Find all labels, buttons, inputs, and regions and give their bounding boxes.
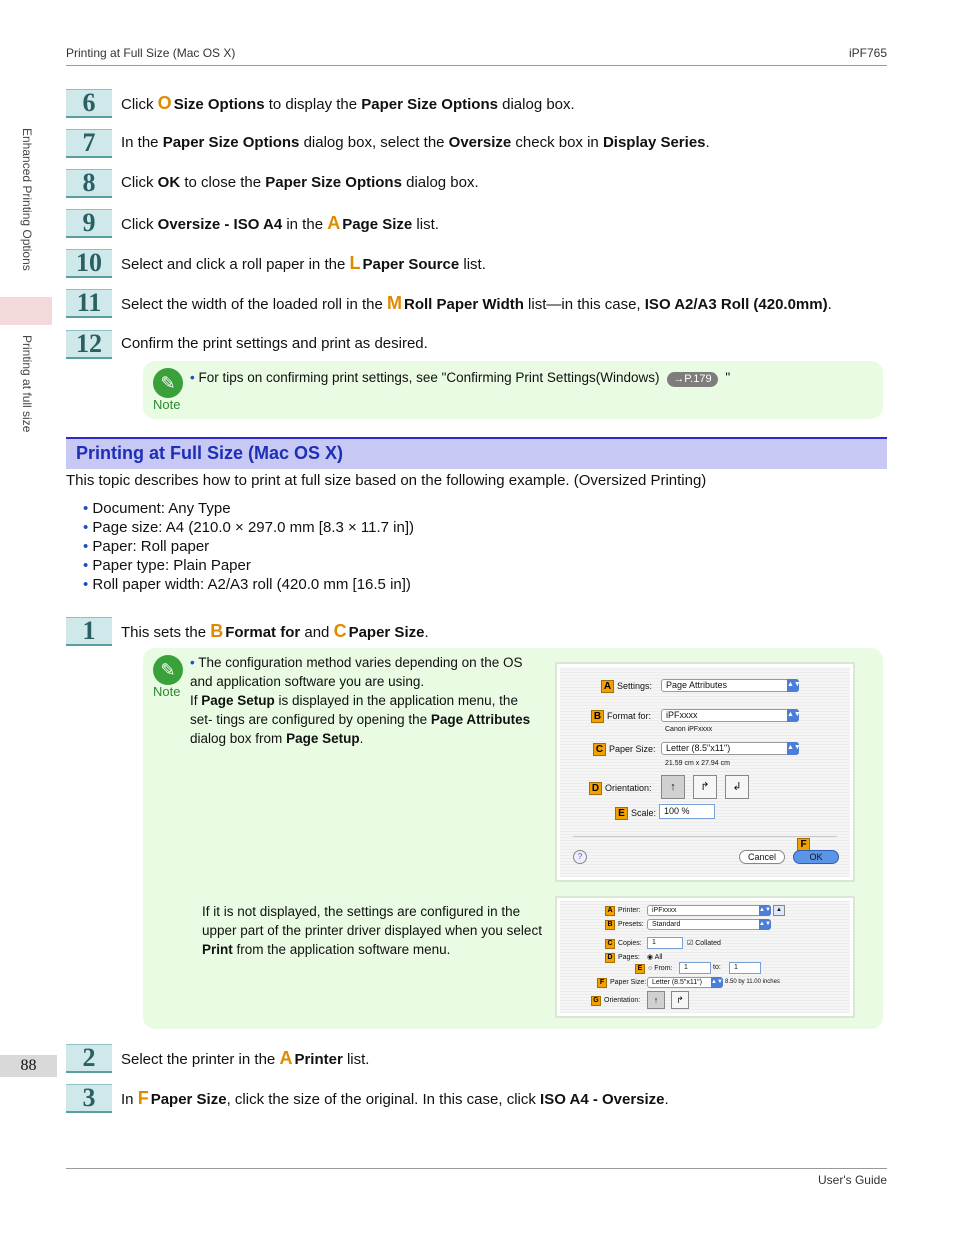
text-run: dialog box from [190,731,287,746]
collated-checkbox[interactable]: ☑ Collated [687,940,721,947]
example-list-item [83,556,251,575]
list-item-text: Page size: A4 (210.0 × 297.0 mm [8.3 × 11.7 in]) [92,519,415,536]
text-run: dialog box. [401,174,479,191]
portrait-orientation-icon[interactable]: ↑ [661,775,685,799]
bold-term: OK [157,174,181,191]
callout-letter: A [279,1048,293,1068]
note-pencil-icon: ✎ [153,655,183,685]
text-run: dialog box. [497,96,575,113]
presets-label: B Presets: [605,920,644,930]
text-run: , click the size of the original. In this case, click [226,1091,541,1108]
text-run: list—in this case, [523,296,645,313]
step-number: 1 [66,617,112,646]
bold-term: Page Setup [286,731,360,746]
text-run: to display the [264,96,362,113]
bold-term: Display Series [602,134,706,151]
list-bullet: • [83,519,93,536]
callout-letter: L [349,253,361,273]
running-header-model: iPF765 [848,46,887,60]
list-item-text: Document: Any Type [92,500,231,517]
text-run: Select the width of the loaded roll in the [121,296,388,313]
paper-size-subtext: 21.59 cm x 27.94 cm [665,760,730,767]
list-item-text: Roll paper width: A2/A3 roll (420.0 mm [16.5 in]) [92,576,411,593]
note-config-text: The configuration method varies depending on the OS and application software you are using. [190,655,523,689]
text-run: In [121,1091,138,1108]
step-instruction [121,93,575,115]
bold-term: Paper Source [362,256,460,273]
text-run: . [827,296,832,313]
step-number: 9 [66,209,112,238]
landscape-right-orientation-icon[interactable]: ↲ [725,775,749,799]
format-for-label: B Format for: [591,710,651,723]
callout-letter: B [210,621,224,641]
footer-guide-name: User's Guide [818,1173,887,1187]
text-run: from the application software menu. [232,942,451,957]
note-label: Note [153,684,181,699]
step-instruction [121,133,710,153]
step-number: 6 [66,89,112,118]
example-list-item [83,537,209,556]
step-number: 8 [66,169,112,198]
ok-marker: F [797,838,813,851]
cancel-button[interactable]: Cancel [739,850,785,864]
text-run: list. [342,1051,370,1068]
pages-all-radio[interactable]: ◉ All [647,954,663,961]
scale-label: E Scale: [615,807,656,820]
step-number: 2 [66,1044,112,1073]
page-setup-dialog-screenshot [555,662,855,882]
text-run: list. [459,256,486,273]
bold-term: Oversize [448,134,512,151]
text-run: Click [121,216,158,233]
bold-term: Paper Size Options [361,96,498,113]
print-dialog-screenshot [555,896,855,1018]
step-number: 3 [66,1084,112,1113]
text-run: to close the [180,174,266,191]
text-run: If it is not displayed, the settings are configured in the upper part of the printer driver displayed when you select [202,904,542,938]
example-list-item [83,499,231,518]
text-run: Click [121,96,158,113]
callout-letter: A [327,213,341,233]
text-run: . [705,134,710,151]
bold-term: Paper Size Options [162,134,300,151]
step-instruction [121,621,429,643]
step-number: 10 [66,249,112,278]
format-for-select[interactable]: iPFxxxx ▲▼ [661,709,799,722]
section-intro: This topic describes how to print at full size based on the following example. (Oversized Printing) [66,472,707,489]
step-number: 7 [66,129,112,158]
bold-term: Size Options [173,96,265,113]
example-list-item [83,575,411,594]
text-run: Click [121,174,158,191]
from-input[interactable]: 1 [679,962,711,974]
note-paragraph-2 [190,691,540,748]
help-icon[interactable]: ? [573,850,587,864]
callout-letter: C [333,621,347,641]
step-instruction [121,334,428,354]
bold-term: ISO A2/A3 Roll (420.0mm) [644,296,828,313]
print-landscape-icon[interactable]: ↱ [671,991,689,1009]
scale-input[interactable]: 100 % [659,804,715,819]
bold-term: Roll Paper Width [404,296,524,313]
note-bullet: • [190,655,195,670]
step-instruction [121,1048,369,1070]
pages-from-radio[interactable]: E ○ From: [635,964,672,974]
callout-letter: F [137,1088,149,1108]
print-paper-size-label: F Paper Size: [597,978,646,988]
paper-size-select[interactable]: Letter (8.5"x11") ▲▼ [661,742,799,755]
note-bullet: • [190,370,195,385]
side-tab-marker [0,297,52,325]
copies-label: C Copies: [605,939,642,949]
list-item-text: Paper type: Plain Paper [92,557,251,574]
text-run: . [424,624,429,641]
list-bullet: • [83,576,93,593]
example-list-item [83,518,414,537]
presets-select[interactable]: Standard ▲▼ [647,919,771,930]
printer-select[interactable]: iPFxxxx ▲▼ [647,905,771,916]
bold-term: Paper Size [348,624,425,641]
list-item-text: Paper: Roll paper [92,538,210,555]
dialog-divider [573,836,837,837]
note-paragraph-1 [190,653,540,691]
print-paper-size-subtext: 8.50 by 11.00 inches [725,979,780,985]
step-instruction [121,213,439,235]
step-instruction [121,253,486,275]
footer-rule [66,1168,887,1169]
orientation-label: D Orientation: [589,782,652,795]
side-section-label: Printing at full size [20,335,34,433]
bold-term: Format for [225,624,301,641]
text-run: Select the printer in the [121,1051,280,1068]
header-rule [66,65,887,66]
bold-term: ISO A4 - Oversize [540,1091,665,1108]
running-header-title: Printing at Full Size (Mac OS X) [66,46,236,60]
step-number: 12 [66,330,112,359]
text-run: list. [412,216,439,233]
bold-term: Paper Size Options [265,174,402,191]
callout-letter: O [157,93,172,113]
text-run: . [664,1091,669,1108]
note-tip-text: For tips on confirming print settings, see "Confirming Print Settings(Windows) [198,370,660,385]
settings-label: A Settings: [601,680,652,693]
side-chapter-label: Enhanced Printing Options [20,128,34,271]
note-text-2 [190,653,540,748]
bold-term: Page Setup [201,693,275,708]
text-run: is displayed in the application menu, the set- tings are configured by opening the [190,693,518,727]
settings-select[interactable]: Page Attributes ▲▼ [661,679,799,692]
note-text-1 [190,368,730,387]
text-run: Select and click a roll paper in the [121,256,350,273]
print-portrait-icon[interactable]: ↑ [647,991,665,1009]
text-run: dialog box, select the [299,134,449,151]
text-run: and [300,624,334,641]
step-instruction [121,1088,669,1110]
note-paragraph-3 [202,902,552,959]
note-label: Note [153,397,181,412]
section-heading-bar [66,437,887,469]
section-title: Printing at Full Size (Mac OS X) [76,443,344,463]
text-run: Confirm the print settings and print as desired. [121,335,428,352]
bold-term: Paper Size [150,1091,227,1108]
collapse-triangle-icon[interactable]: ▲ [773,905,785,916]
page-reference-link[interactable]: →P.179 [667,372,717,387]
step-instruction [121,173,479,193]
note-pencil-icon: ✎ [153,368,183,398]
landscape-left-orientation-icon[interactable]: ↱ [693,775,717,799]
text-run: in the [282,216,328,233]
text-run: . [359,731,364,746]
pages-label: D Pages: [605,953,640,963]
callout-letter: M [387,293,403,313]
print-orientation-label: G Orientation: [591,996,640,1006]
text-run: If [190,693,202,708]
bold-term: Oversize - ISO A4 [157,216,283,233]
bold-term: Printer [294,1051,343,1068]
step-instruction [121,293,832,315]
to-input[interactable]: 1 [729,962,761,974]
list-bullet: • [83,557,93,574]
print-paper-size-select[interactable]: Letter (8.5"x11") ▲▼ [647,977,723,988]
note-box-1 [143,361,883,419]
page-number: 88 [0,1055,57,1077]
paper-size-label: C Paper Size: [593,743,656,756]
note-tip-tail: " [725,370,731,385]
text-run: check box in [511,134,603,151]
bold-term: Page Size [342,216,413,233]
step-number: 11 [66,289,112,318]
note-box-2 [143,648,883,1029]
to-label: to: [713,964,721,971]
copies-input[interactable]: 1 [647,937,683,949]
bold-term: Page Attributes [430,712,531,727]
ok-button[interactable]: OK [793,850,839,864]
printer-label: A Printer: [605,906,641,916]
text-run: In the [121,134,163,151]
text-run: This sets the [121,624,211,641]
bold-term: Print [202,942,233,957]
list-bullet: • [83,500,93,517]
list-bullet: • [83,538,93,555]
format-for-subtext: Canon iPFxxxx [665,726,713,733]
